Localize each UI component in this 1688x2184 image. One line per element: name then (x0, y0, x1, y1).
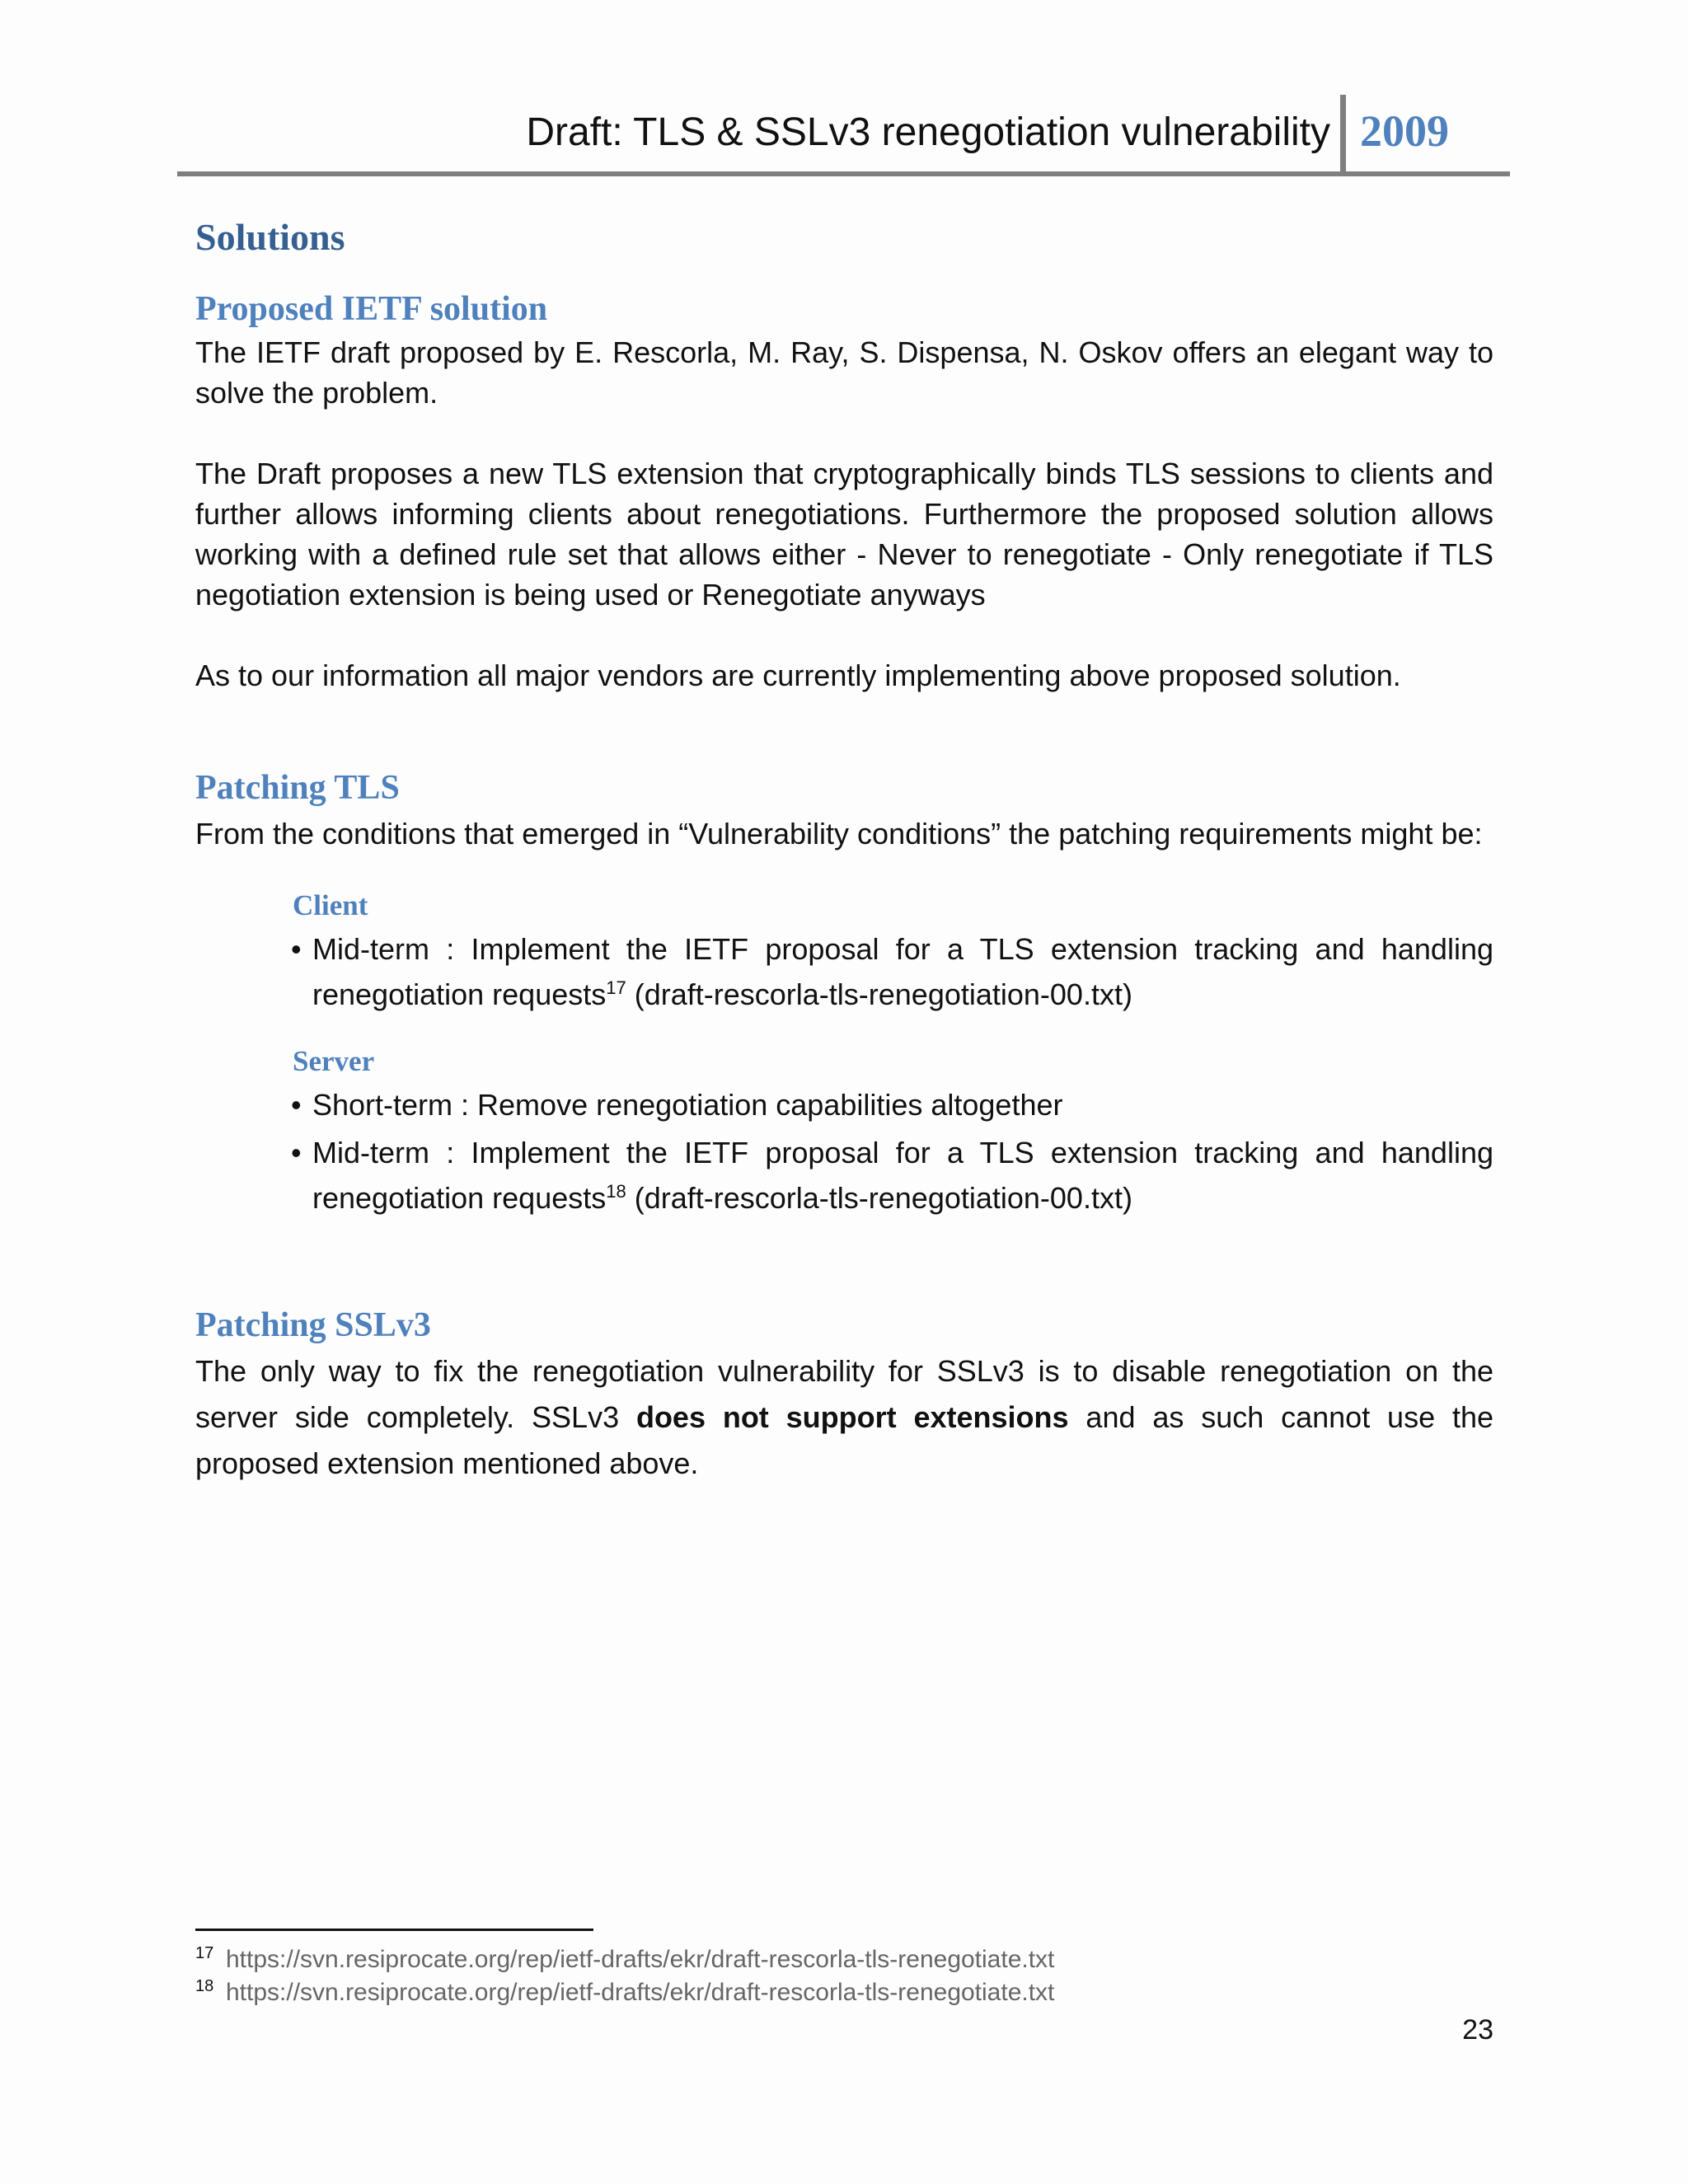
subheading-proposed-ietf-solution: Proposed IETF solution (195, 290, 548, 328)
footnote-number: 18 (195, 1977, 214, 1995)
bold-emphasis: does not support extensions (635, 1400, 1069, 1434)
header-separator (1340, 95, 1346, 173)
subheading-patching-sslv3: Patching SSLv3 (195, 1306, 431, 1344)
client-list (293, 926, 1493, 1017)
footnote-number: 17 (195, 1944, 214, 1962)
footnote-link[interactable]: https://svn.resiprocate.org/rep/ietf-drafts/ekr/draft-rescorla-tls-renegotiate.txt (226, 1946, 1055, 1973)
list-item: • Mid-term : Implement the IETF proposal for a TLS extension tracking and handling renegotiation requests$^{18}$ (draft-rescorla-tls-renegotiation-00.txt) (293, 1130, 1493, 1221)
paragraph-ietf-vendors: As to our information all major vendors are currently implementing above proposed solution. (195, 658, 1401, 692)
header-title: Draft: TLS & SSLv3 renegotiation vulnerability (526, 110, 1330, 154)
client-block (293, 885, 1493, 1221)
footnote-17 (195, 1943, 1349, 1976)
header-rule (177, 171, 1510, 176)
bullet-icon: • (291, 1136, 302, 1169)
page-content (195, 210, 1493, 1487)
footnote-link[interactable]: https://svn.resiprocate.org/rep/ietf-drafts/ekr/draft-rescorla-tls-renegotiate.txt (226, 1979, 1055, 2006)
bullet-icon: • (291, 932, 302, 966)
page-number: 23 (1462, 2014, 1493, 2046)
footnote-18 (195, 1976, 1349, 2009)
subheading-server: Server (293, 1045, 375, 1077)
footnotes (195, 1943, 1349, 2009)
paragraph-ietf-intro: The IETF draft proposed by E. Rescorla, M. Ray, S. Dispensa, N. Oskov offers an elegant way to solve the problem. (195, 335, 1493, 410)
subheading-client: Client (293, 889, 368, 921)
subheading-patching-tls: Patching TLS (195, 769, 400, 807)
paragraph-ietf-draft: The Draft proposes a new TLS extension that cryptographically binds TLS sessions to clients and further allows informing clients about renegotiations. Furthermore the proposed solution allows working with a defined rule set that allows either - Never to renegotiate - Only renegotiate if TLS negotiation extension is being used or Renegotiate anyways (195, 457, 1493, 612)
bullet-icon: • (291, 1088, 302, 1122)
paragraph-patching-tls-intro: From the conditions that emerged in “Vulnerability conditions” the patching requirements might be: (195, 817, 1483, 851)
header-year: 2009 (1360, 106, 1449, 156)
footnote-ref: 18 (606, 1181, 626, 1202)
list-item: • Mid-term : Implement the IETF proposal for a TLS extension tracking and handling renegotiation requests$^{17}$ (draft-rescorla-tls-renegotiation-00.txt) (293, 926, 1493, 1017)
paragraph-patching-sslv3: The only way to fix the renegotiation vulnerability for SSLv3 is to disable renegotiation on the server side completely. SSLv3 does not support extensions and as such cannot use the proposed extension mentioned above. (195, 1354, 1493, 1480)
page-header (177, 95, 1510, 176)
footnote-separator (195, 1929, 593, 1931)
server-list (293, 1082, 1493, 1221)
list-item: • Short-term : Remove renegotiation capabilities altogether (293, 1082, 1493, 1127)
footnote-ref: 17 (606, 977, 626, 998)
section-heading-solutions: Solutions (195, 216, 345, 258)
